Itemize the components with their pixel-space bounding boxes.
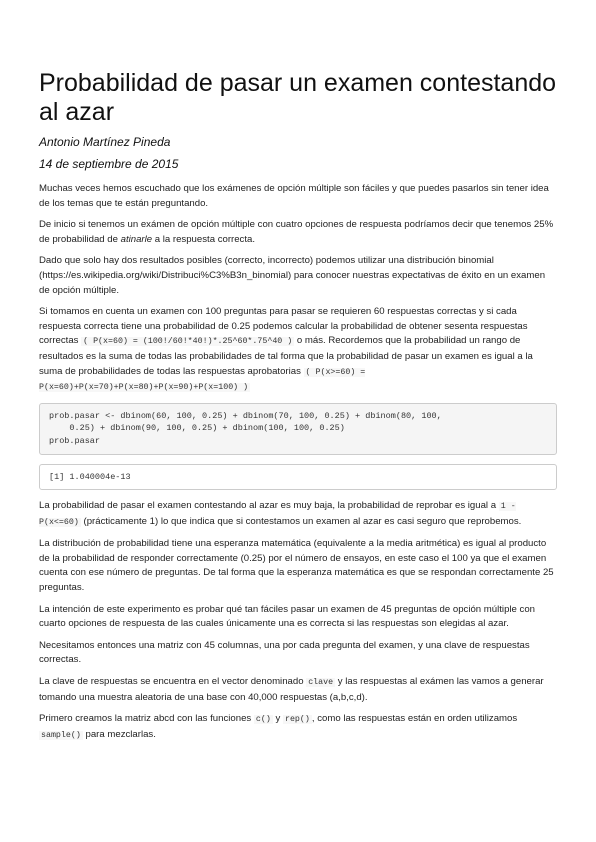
text-span: De inicio si tenemos un exámen de opción múltiple con cuatro opciones de respuesta podríamos decir que tenemos 25% de probabilidad de bbox=[39, 219, 554, 245]
text-span: La clave de respuestas se encuentra en el vector denominado bbox=[39, 676, 307, 688]
date: 14 de septiembre de 2015 bbox=[39, 157, 179, 171]
text-span: Si tomamos en cuenta un examen con 100 preguntas para pasar se requieren 60 respuestas correctas y si cada respuesta correcta tiene una probabilidad de 0.25 podemos calcular la probabilidad de obtener sesenta respuestas correctas bbox=[39, 306, 528, 347]
paragraph-intro: Muchas veces hemos escuchado que los exámenes de opción múltiple son fáciles y que puedes pasarlos sin tener idea de los temas que te están preguntando. bbox=[39, 183, 549, 209]
text-span: y las respuestas al exámen las vamos a generar tomando una muestra aleatoria de una base con 40,000 respuestas (a,b,c,d). bbox=[39, 676, 544, 703]
paragraph-matrix: Necesitamos entonces una matriz con 45 columnas, una por cada pregunta del examen, y una clave de respuestas correctas. bbox=[39, 639, 530, 666]
text-span: Primero creamos la matriz abcd con las funciones bbox=[39, 713, 254, 725]
paragraph-binomial: Dado que solo hay dos resultados posibles (correcto, incorrecto) podemos utilizar una distribución binomial (https://es.wikipedia.org/wiki/Distribuci%C3%B3n_binomial) para conocer nuestras expectativas de éxito en un examen de opción múltiple. bbox=[39, 255, 546, 296]
inline-code: ( P(x>=60) = P(x=60)+P(x=70)+P(x=80)+P(x=90)+P(x=100) ) bbox=[39, 367, 366, 393]
code-block: prob.pasar <- dbinom(60, 100, 0.25) + dbinom(70, 100, 0.25) + dbinom(80, 100, 0.25) + dbinom(90, 100, 0.25) + dbinom(100, 100, 0.25) prob.pasar bbox=[39, 403, 557, 455]
emphasis-text: atinarle bbox=[120, 233, 153, 245]
text-span: o más. Recordemos que la probabilidad un rango de resultados es la suma de todas las probabilidades de tal forma que la probabilidad de pasar un examen es igual a la suma de probabilidades de todas las respuestas aprobatorias bbox=[39, 335, 533, 377]
text-span: (prácticamente 1) lo que indica que si contestamos un examen al azar es casi seguro que reprobemos. bbox=[80, 515, 522, 527]
inline-code: rep() bbox=[284, 715, 310, 725]
inline-code: c() bbox=[255, 715, 271, 725]
text-span: para mezclarlas. bbox=[82, 728, 156, 740]
author: Antonio Martínez Pineda bbox=[39, 135, 171, 149]
output-block: [1] 1.040004e-13 bbox=[39, 464, 557, 491]
text-span: a la respuesta correcta. bbox=[152, 233, 256, 245]
inline-code: 1 - P(x<=60) bbox=[39, 502, 516, 527]
inline-code: sample() bbox=[41, 730, 81, 740]
inline-code: clave bbox=[308, 678, 334, 688]
paragraph-probability bbox=[39, 218, 557, 247]
paragraph-functions bbox=[39, 712, 557, 743]
paragraph-result bbox=[39, 499, 557, 530]
paragraph-key bbox=[39, 675, 557, 705]
page-title: Probabilidad de pasar un examen contestando al azar bbox=[39, 69, 557, 126]
text-span: y bbox=[272, 713, 283, 725]
paragraph-experiment: La intención de este experimento es probar qué tan fáciles pasar un examen de 45 preguntas de opción múltiple con cuarto opciones de respuesta de las cuales únicamente una es correcta si las respuestas son elegidas al azar. bbox=[39, 603, 535, 630]
document-body bbox=[39, 182, 557, 750]
inline-code: ( P(x=60) = (100!/60!*40!)*.25^60*.75^40 ) bbox=[83, 337, 293, 347]
paragraph-exam-100 bbox=[39, 305, 557, 396]
text-span: La probabilidad de pasar el examen contestando al azar es muy baja, la probabilidad de reprobar es igual a bbox=[39, 500, 499, 512]
paragraph-expectation: La distribución de probabilidad tiene una esperanza matemática (equivalente a la media aritmética) es igual al producto de la probabilidad de responder correctamente (0.25) por el número de ensayos, en este caso el 100 ya que el examen cuenta con ese número de preguntas. De tal forma que la esperanza matemática es que se respondan correctamente 25 preguntas. bbox=[39, 538, 554, 594]
text-span: , como las respuestas están en orden utilizamos bbox=[311, 713, 518, 725]
